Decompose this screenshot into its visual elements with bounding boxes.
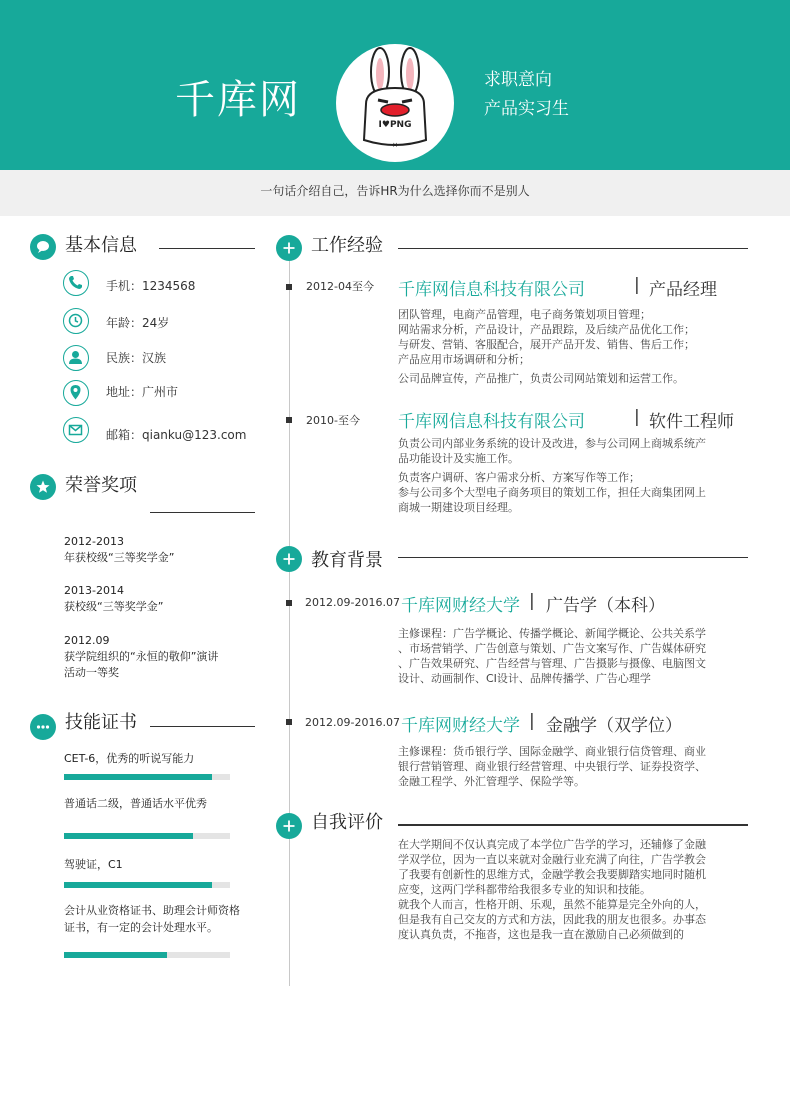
desc-line: 但是我有自己交友的方式和方法，因此我的朋友也很多。办事态: [398, 913, 706, 926]
skill-text: 普通话二级，普通话水平优秀: [64, 797, 207, 810]
award-item: [64, 583, 163, 615]
skill-text: CET-6，优秀的听说写能力: [64, 752, 195, 765]
timeline-dot: [286, 417, 292, 423]
desc-line: 负责公司内部业务系统的设计及改进，参与公司网上商城系统产: [398, 437, 706, 450]
award-text: 获校级“三等奖学金”: [64, 600, 164, 613]
award-item: [64, 534, 174, 566]
self-eval-title: 自我评价: [311, 812, 383, 833]
skill-text-line: 证书，有一定的会计处理水平。: [64, 921, 218, 934]
user-icon: [63, 345, 89, 371]
job-intent-label: 求职意向: [484, 70, 552, 90]
skill-progress-fill: [64, 882, 212, 888]
plus-icon: [276, 235, 302, 261]
resume-name: 千库网: [175, 77, 301, 123]
phone-icon: [63, 270, 89, 296]
job-intent-value: 产品实习生: [484, 99, 569, 119]
svg-text:×: ×: [392, 141, 398, 149]
award-year: 2013-2014: [64, 584, 124, 597]
award-text: 获学院组织的“永恒的敬仰”演讲: [64, 650, 219, 663]
mail-icon: [63, 417, 89, 443]
basic-info-divider: [159, 248, 255, 249]
desc-line: 就我个人而言，性格开朗、乐观，虽然不能算是完全外向的人，: [398, 898, 706, 911]
education-description: [398, 744, 748, 789]
desc-line: 、广告效果研究、广告经营与管理、广告摄影与摄像、电脑图文: [398, 657, 706, 670]
desc-line: 商城一期建设项目经理。: [398, 501, 519, 514]
skills-title: 技能证书: [65, 712, 137, 733]
education-divider: [398, 557, 748, 558]
skill-text: 驾驶证，C1: [64, 858, 123, 871]
desc-line: 品功能设计及实施工作。: [398, 452, 519, 465]
work-date: 2012-04至今: [306, 280, 374, 293]
ethnicity-text: 民族：汉族: [106, 351, 167, 365]
education-title: 教育背景: [311, 550, 383, 571]
desc-line: 负责客户调研、客户需求分析、方案写作等工作；: [398, 471, 640, 484]
education-major: 金融学（双学位）: [546, 716, 682, 736]
desc-line: 度认真负责，不拖沓，这也是我一直在激励自己必须做到的: [398, 928, 684, 941]
work-divider: [398, 248, 748, 249]
address-text: 地址：广州市: [106, 385, 179, 399]
desc-line: 金融工程学、外汇管理学、保险学等。: [398, 775, 585, 788]
education-date: 2012.09-2016.07: [305, 596, 400, 609]
honors-divider: [150, 512, 255, 513]
skill-progress-fill: [64, 952, 167, 958]
work-date: 2010-至今: [306, 414, 360, 427]
desc-line: 网站需求分析，产品设计，产品跟踪，及后续产品优化工作；: [398, 323, 695, 336]
job-intent: [484, 66, 569, 124]
plus-icon: [276, 546, 302, 572]
age-text: 年龄：24岁: [106, 316, 170, 330]
desc-line: 主修课程：货币银行学、国际金融学、商业银行信贷管理、商业: [398, 745, 706, 758]
basic-info-title: 基本信息: [65, 235, 137, 256]
desc-line: 产品应用市场调研和分析；: [398, 353, 530, 366]
desc-line: 应变，这两门学科都带给我很多专业的知识和技能。: [398, 883, 651, 896]
award-text: 年获校级“三等奖学金”: [64, 551, 175, 564]
email-text: 邮箱：qianku@123.com: [106, 428, 247, 442]
desc-line: 在大学期间不仅认真完成了本学位广告学的学习，还辅修了金融: [398, 838, 706, 851]
star-icon: [30, 474, 56, 500]
skill-progress-fill: [64, 833, 193, 839]
title-separator: |: [529, 711, 535, 731]
work-role: 软件工程师: [649, 412, 734, 432]
timeline-dot: [286, 284, 292, 290]
education-school: 千库网财经大学: [401, 716, 520, 736]
age-icon: [63, 308, 89, 334]
title-separator: |: [634, 275, 640, 295]
desc-line: 银行营销管理、商业银行经营管理、中央银行学、证券投资学、: [398, 760, 706, 773]
desc-line: 公司品牌宣传，产品推广，负责公司网站策划和运营工作。: [398, 372, 684, 385]
skill-progress-bar: [64, 833, 230, 839]
location-icon: [63, 380, 89, 406]
skills-divider: [150, 726, 255, 727]
desc-line: 团队管理，电商产品管理，电子商务策划项目管理；: [398, 308, 651, 321]
work-role: 产品经理: [649, 280, 717, 300]
skill-progress-bar: [64, 774, 230, 780]
self-eval-divider: [398, 824, 748, 826]
motto-text: 一句话介绍自己，告诉HR为什么选择你而不是别人: [260, 184, 530, 198]
desc-line: 学双学位，因为一直以来就对金融行业充满了向往，广告学教会: [398, 853, 706, 866]
skill-text: [64, 902, 264, 936]
avatar-logo-text: I♥PNG: [378, 120, 412, 130]
rabbit-mascot-icon: [336, 44, 454, 162]
work-company: 千库网信息科技有限公司: [398, 412, 585, 432]
timeline-dot: [286, 600, 292, 606]
work-company: 千库网信息科技有限公司: [398, 280, 585, 300]
award-text: 活动一等奖: [64, 666, 119, 679]
desc-line: 与研发、营销、客服配合，展开产品开发、销售、售后工作；: [398, 338, 695, 351]
skill-progress-bar: [64, 882, 230, 888]
education-description: [398, 626, 748, 686]
title-separator: |: [634, 407, 640, 427]
phone-text: 手机：1234568: [106, 279, 196, 293]
award-year: 2012.09: [64, 634, 110, 647]
chat-bubble-icon: [30, 234, 56, 260]
more-dots-icon: [30, 714, 56, 740]
title-separator: |: [529, 591, 535, 611]
timeline-line: [289, 258, 290, 986]
desc-line: 主修课程：广告学概论、传播学概论、新闻学概论、公共关系学: [398, 627, 706, 640]
desc-line: 、市场营销学、广告创意与策划、广告文案写作、广告媒体研究: [398, 642, 706, 655]
work-description: [398, 436, 748, 515]
timeline-dot: [286, 719, 292, 725]
plus-icon: [276, 813, 302, 839]
award-item: [64, 633, 218, 681]
avatar: [336, 44, 454, 162]
work-title: 工作经验: [311, 235, 383, 256]
skill-progress-bar: [64, 952, 230, 958]
honors-title: 荣誉奖项: [65, 475, 137, 496]
education-major: 广告学（本科）: [546, 596, 665, 616]
award-year: 2012-2013: [64, 535, 124, 548]
desc-line: 设计、动画制作、CI设计、品牌传播学、广告心理学: [398, 672, 651, 685]
skill-progress-fill: [64, 774, 212, 780]
skill-text-line: 会计从业资格证书、助理会计师资格: [64, 904, 240, 917]
desc-line: 参与公司多个大型电子商务项目的策划工作，担任大商集团网上: [398, 486, 706, 499]
education-school: 千库网财经大学: [401, 596, 520, 616]
self-eval-text: [398, 837, 748, 942]
education-date: 2012.09-2016.07: [305, 716, 400, 729]
work-description: [398, 307, 748, 386]
desc-line: 了我要有创新性的思维方式，金融学教会我要脚踏实地同时随机: [398, 868, 706, 881]
